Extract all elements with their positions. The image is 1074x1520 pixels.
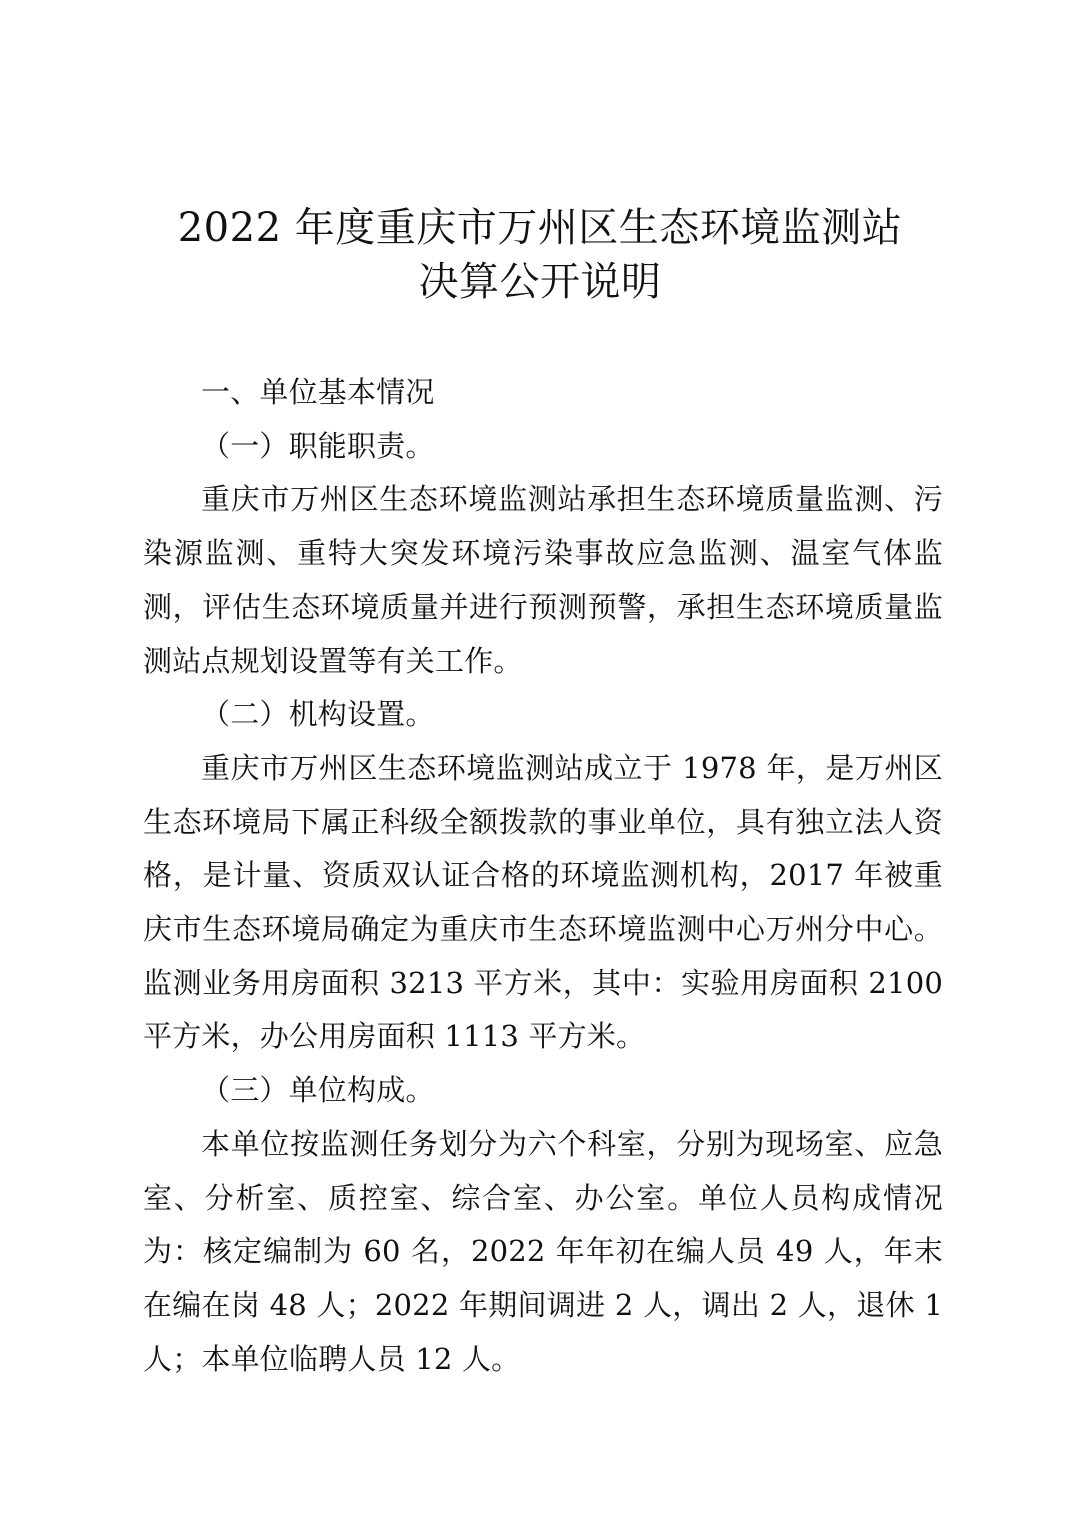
paragraph-duties: 重庆市万州区生态环境监测站承担生态环境质量监测、污染源监测、重特大突发环境污染事故应急监测、温室气体监测，评估生态环境质量并进行预测预警，承担生态环境质量监测站点规划设置等有关工作。 bbox=[143, 482, 943, 678]
section-heading-basic-info: 一、单位基本情况 bbox=[201, 375, 435, 409]
document-title-line-1: 2022 年度重庆市万州区生态环境监测站 bbox=[177, 205, 903, 251]
subsection-heading-organization: （二）机构设置。 bbox=[201, 697, 435, 732]
paragraph-organization: 重庆市万州区生态环境监测站成立于 1978 年，是万州区生态环境局下属正科级全额拨款的事业单位，具有独立法人资格，是计量、资质双认证合格的环境监测机构，2017 年被重庆市生态环境局确定为重庆市生态环境监测中心万州分中心。监测业务用房面积 3213 平方米，其中：实验用房面积 2100 平方米，办公用房面积 1113 平方米。 bbox=[143, 750, 943, 1054]
paragraph-composition: 本单位按监测任务划分为六个科室，分别为现场室、应急室、分析室、质控室、综合室、办公室。单位人员构成情况为：核定编制为 60 名，2022 年年初在编人员 49 人，年末在编在岗 48 人；2022 年期间调进 2 人，调出 2 人，退休 1 人；本单位临聘人员 12 人。 bbox=[143, 1126, 943, 1376]
document-title-line-2: 决算公开说明 bbox=[418, 259, 662, 305]
subsection-heading-duties: （一）职能职责。 bbox=[201, 428, 435, 463]
document-body bbox=[143, 366, 943, 1386]
subsection-heading-composition: （三）单位构成。 bbox=[201, 1073, 435, 1108]
